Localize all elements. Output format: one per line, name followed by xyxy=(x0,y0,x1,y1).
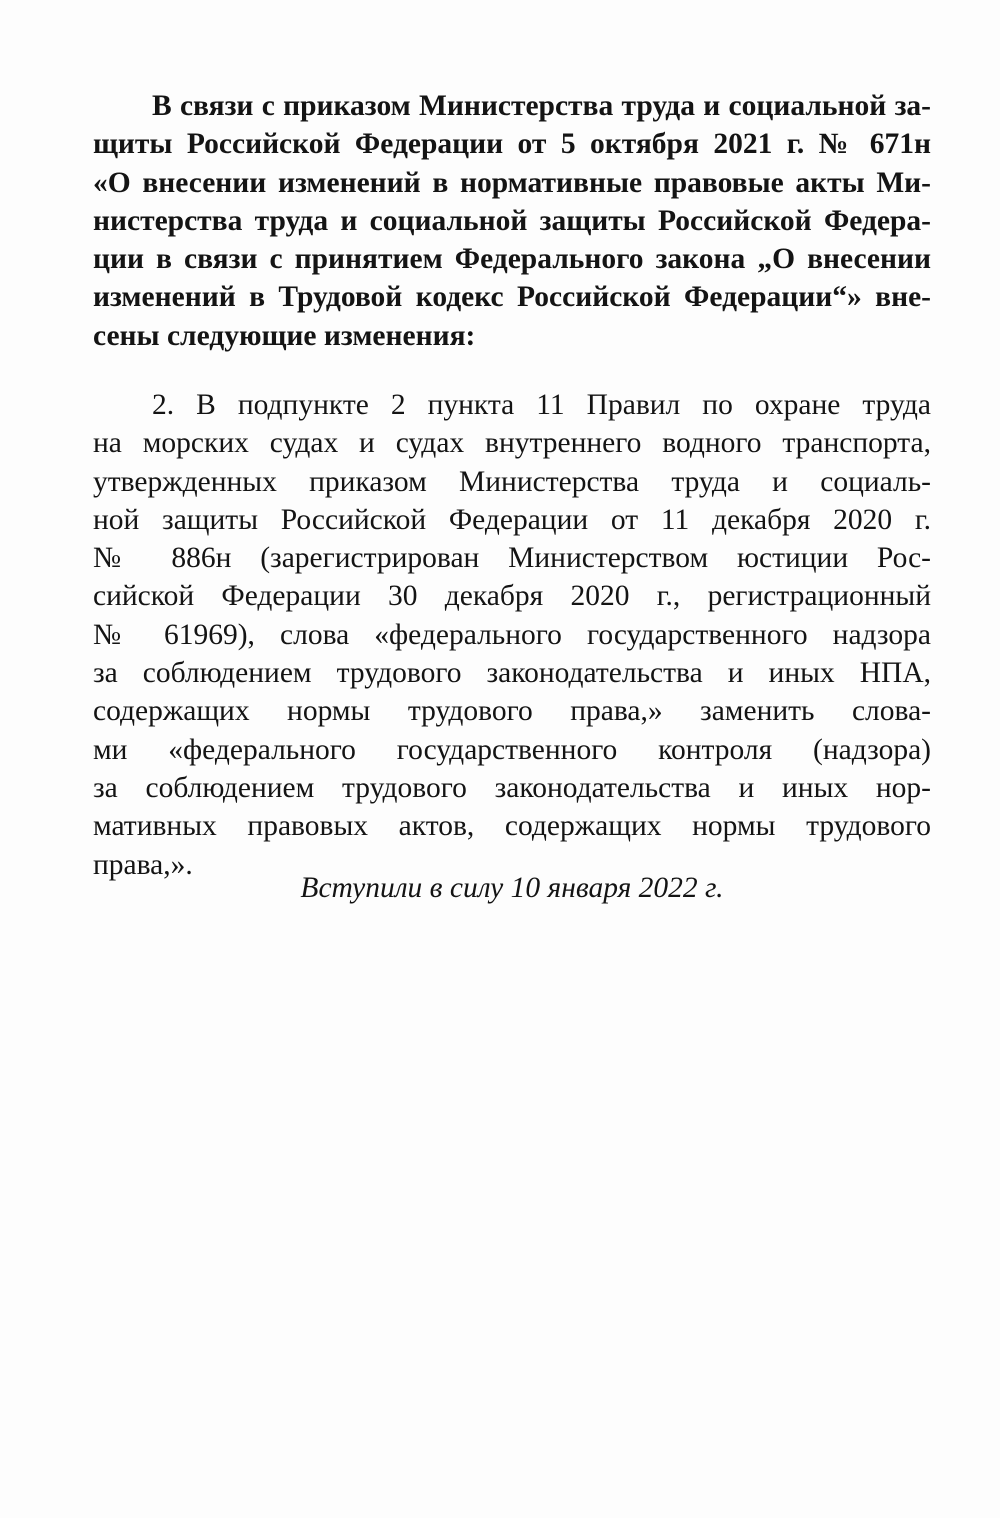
intro-line: щиты Российской Федерации от 5 октября 2021 г. № 671н xyxy=(93,128,931,161)
amendment-paragraph xyxy=(93,386,931,884)
amendment-line: за соблюдением трудового законодательства и иных нор- xyxy=(93,771,931,804)
amendment-line: ной защиты Российской Федерации от 11 декабря 2020 г. xyxy=(93,503,931,536)
amendment-line: мативных правовых актов, содержащих нормы трудового xyxy=(93,810,931,843)
amendment-line: 2. В подпункте 2 пункта 11 Правил по охране труда xyxy=(152,389,931,421)
intro-line: В связи с приказом Министерства труда и социальной за- xyxy=(152,90,931,122)
intro-line: сены следующие изменения: xyxy=(93,319,476,352)
amendment-line: за соблюдением трудового законодательства и иных НПА, xyxy=(93,657,931,690)
amendment-line: на морских судах и судах внутреннего водного транспорта, xyxy=(93,427,931,460)
amendment-line: права,». xyxy=(93,848,193,881)
amendment-line: сийской Федерации 30 декабря 2020 г., регистрационный xyxy=(93,580,931,613)
amendment-line: ми «федерального государственного контроля (надзора) xyxy=(93,733,931,766)
effective-date-note: Вступили в силу 10 января 2022 г. xyxy=(300,872,724,904)
intro-line: «О внесении изменений в нормативные правовые акты Ми- xyxy=(93,166,931,199)
intro-line: нистерства труда и социальной защиты Российской Федера- xyxy=(93,204,931,237)
amendment-line: № 886н (зарегистрирован Министерством юстиции Рос- xyxy=(93,542,931,575)
intro-line: изменений в Трудовой кодекс Российской Федерации“» вне- xyxy=(93,281,931,314)
intro-paragraph xyxy=(93,87,931,355)
amendment-line: содержащих нормы трудового права,» заменить слова- xyxy=(93,695,931,728)
intro-line: ции в связи с принятием Федерального закона „О внесении xyxy=(93,243,931,276)
amendment-line: утвержденных приказом Министерства труда и социаль- xyxy=(93,465,931,498)
amendment-line: № 61969), слова «федерального государственного надзора xyxy=(93,618,931,651)
